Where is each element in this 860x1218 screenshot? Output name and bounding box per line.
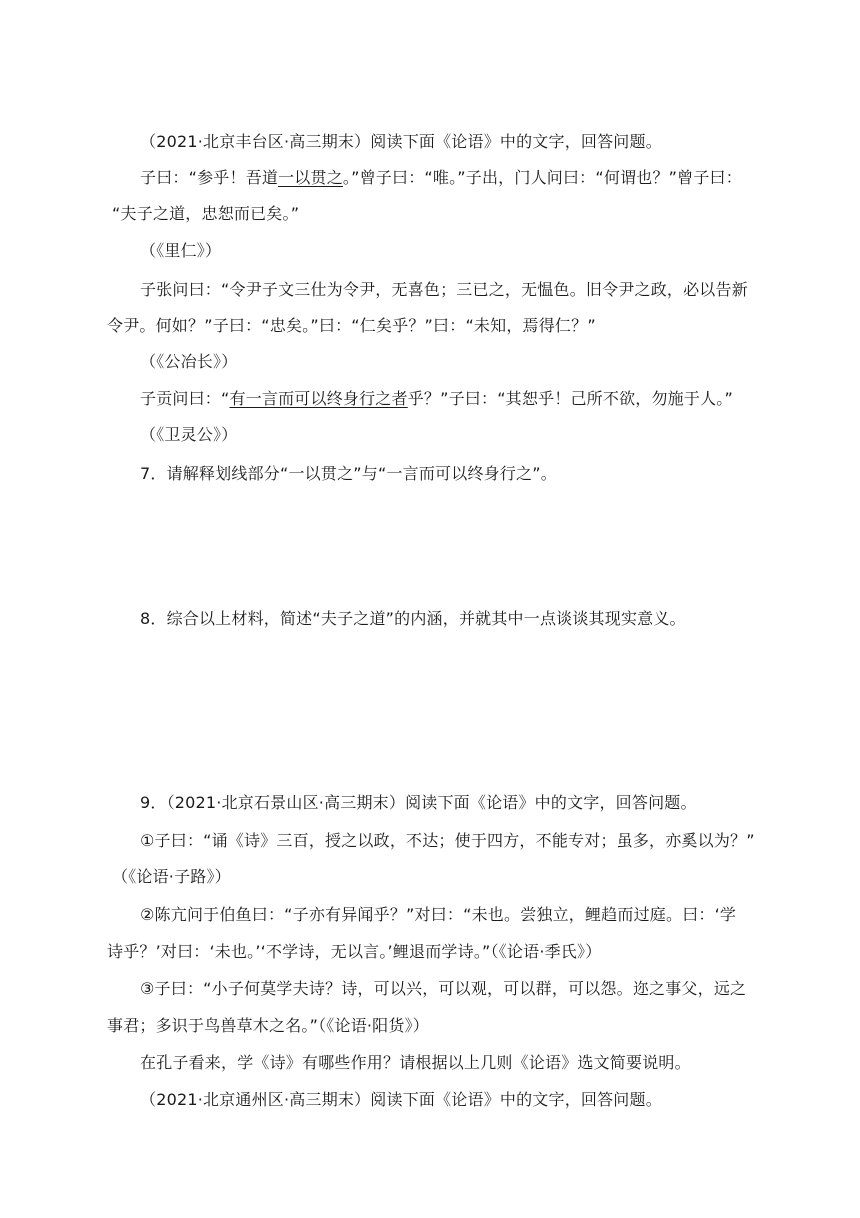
- excerpt2-line2: 诗乎？’对曰：‘未也。’‘不学诗，无以言。’鲤退而学诗。”（《论语·季氏》）: [107, 942, 602, 961]
- passage3-text-a: 子贡问曰：“: [140, 389, 230, 408]
- passage1-line2: “夫子之道，忠恕而已矣。”: [112, 204, 300, 223]
- excerpt1-line2: （《论语·子路》）: [112, 867, 231, 886]
- section3-intro: （2021·北京通州区·高三期末）阅读下面《论语》中的文字，回答问题。: [140, 1090, 662, 1109]
- question-7: 7．请解释划线部分“一以贯之”与“一言而可以终身行之”。: [140, 464, 557, 483]
- section1-intro: （2021·北京丰台区·高三期末）阅读下面《论语》中的文字，回答问题。: [140, 132, 662, 151]
- passage2-line1: 子张问曰：“令尹子文三仕为令尹，无喜色；三已之，无愠色。旧令尹之政，必以告新: [140, 280, 748, 299]
- source-weilinggong: （《卫灵公》）: [140, 425, 238, 444]
- passage1-line1: [140, 167, 742, 189]
- excerpt1-line1: ①子曰：“诵《诗》三百，授之以政，不达；使于四方，不能专对；虽多，亦奚以为？”: [140, 831, 755, 850]
- underlined-phrase-2: 有一言而可以终身行之者: [229, 389, 408, 408]
- excerpt2-line1: ②陈亢问于伯鱼曰：“子亦有异闻乎？”对曰：“未也。尝独立，鲤趋而过庭。曰：‘学: [140, 905, 737, 924]
- source-liren: （《里仁》）: [140, 241, 222, 260]
- passage1-text-b: 。”曾子曰：“唯。”子出，门人问曰：“何谓也？”曾子曰：: [342, 168, 742, 187]
- underlined-phrase-1: 一以贯之: [278, 168, 343, 187]
- question-9: 9．（2021·北京石景山区·高三期末）阅读下面《论语》中的文字，回答问题。: [140, 793, 697, 812]
- question-8: 8．综合以上材料，简述“夫子之道”的内涵，并就其中一点谈谈其现实意义。: [140, 609, 686, 628]
- source-gongyechang: （《公冶长》）: [140, 352, 238, 371]
- question-9-prompt: 在孔子看来，学《诗》有哪些作用？请根据以上几则《论语》选文简要说明。: [140, 1053, 691, 1072]
- passage3-line1: [140, 388, 733, 410]
- passage2-line2: 令尹。何如？”子曰：“忠矣。”曰：“仁矣乎？”曰：“未知，焉得仁？”: [107, 316, 596, 335]
- excerpt3-line2: 事君；多识于鸟兽草木之名。”（《论语·阳货》）: [107, 1016, 429, 1035]
- passage3-text-b: 乎？”子曰：“其恕乎！己所不欲，勿施于人。”: [407, 389, 733, 408]
- excerpt3-line1: ③子曰：“小子何莫学夫诗？诗，可以兴，可以观，可以群，可以怨。迩之事父，远之: [140, 979, 747, 998]
- passage1-text-a: 子曰：“参乎！吾道: [140, 168, 279, 187]
